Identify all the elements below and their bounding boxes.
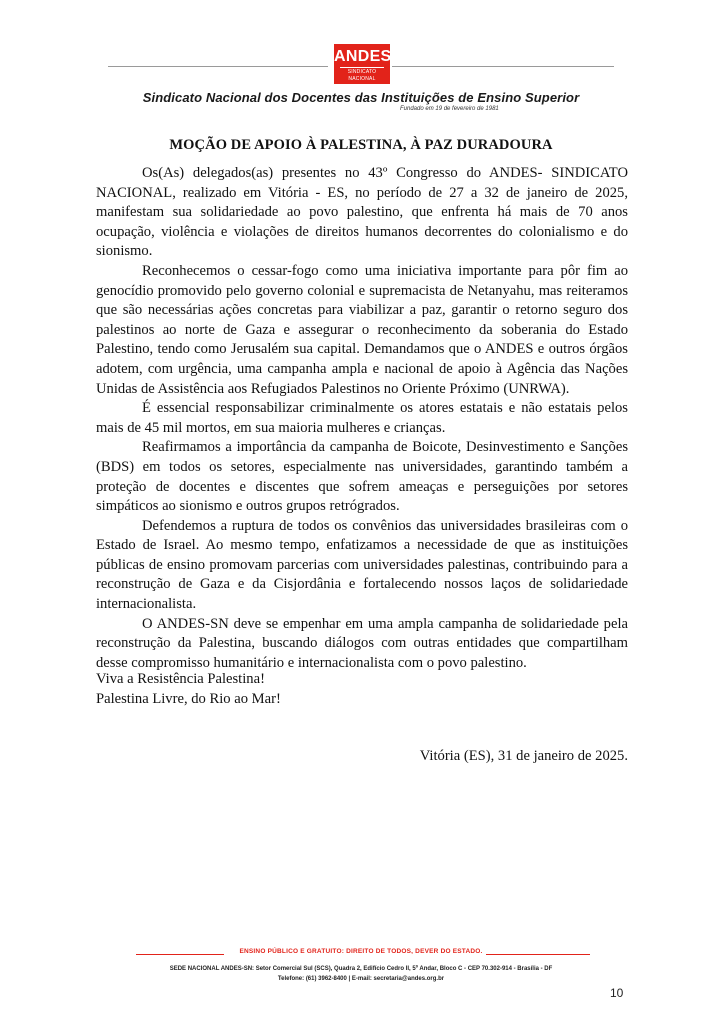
footer-address: SEDE NACIONAL ANDES-SN: Setor Comercial Sul (SCS), Quadra 2, Edifício Cedro II, 5º Andar, Bloco C - CEP 70.302-914 - Brasília - DF <box>169 966 553 972</box>
paragraph-6: O ANDES-SN deve se empenhar em uma ampla campanha de solidariedade pela reconstrução da Palestina, buscando diálogos com outras entidades que compartilham desse compromisso humanitário e internacionalista com o povo palestino. <box>96 615 628 671</box>
paragraph-1: Os(As) delegados(as) presentes no 43º Congresso do ANDES- SINDICATO NACIONAL, realizado em Vitória - ES, no período de 27 a 32 de janeiro de 2025, manifestam sua solidariedade ao povo palestino, que enfrenta há mais de 70 anos ocupação, violência e violações de direitos humanos decorrentes do colonialismo e do sionismo. <box>96 165 628 260</box>
document-body <box>96 164 628 673</box>
footer-slogan: ENSINO PÚBLICO E GRATUITO: DIREITO DE TODOS, DEVER DO ESTADO. <box>239 948 483 955</box>
header-divider-left <box>108 66 328 67</box>
paragraph-4: Reafirmamos a importância da campanha de Boicote, Desinvestimento e Sanções (BDS) em todos os setores, especialmente nas universidades, garantindo também a proteção de docentes e discentes que sofrem ameaças e perseguições por setores simpáticos ao sionismo e outros grupos retrógrados. <box>96 439 628 515</box>
document-title: MOÇÃO DE APOIO À PALESTINA, À PAZ DURADOURA <box>169 137 553 153</box>
founded-date: Fundado em 19 de fevereiro de 1981 <box>400 106 499 112</box>
footer-contact: Telefone: (61) 3962-8400 | E-mail: secretaria@andes.org.br <box>277 976 445 982</box>
footer-divider-right <box>486 954 590 955</box>
logo-subtitle: SINDICATO NACIONAL <box>340 67 384 83</box>
paragraph-2: Reconhecemos o cessar-fogo como uma iniciativa importante para pôr fim ao genocídio promovido pelo governo colonial e supremacista de Netanyahu, mas reiteramos que são necessárias ações concretas para viabilizar a paz, garantir o retorno seguro dos palestinos ao norte de Gaza e assegurar o reconhecimento da soberania do Estado Palestino, tendo como Jerusalém sua capital. Demandamos que o ANDES e outros órgãos adotem, com urgência, uma campanha ampla e nacional de apoio à Agência das Nações Unidas de Assistência aos Refugiados Palestinos no Oriente Próximo (UNRWA). <box>96 262 628 397</box>
page-number: 10 <box>610 986 624 1000</box>
paragraph-5: Defendemos a ruptura de todos os convênios das universidades brasileiras com o Estado de Israel. Ao mesmo tempo, enfatizamos a necessidade de que as instituições públicas de ensino promovam parcerias com universidades palestinas, contribuindo para a reconstrução de Gaza e da Cisjordânia e fortalecendo nossos laços de solidariedade internacionalista. <box>96 517 628 613</box>
logo-name: ANDES <box>334 48 392 65</box>
paragraph-3: É essencial responsabilizar criminalmente os atores estatais e não estatais pelos mais de 45 mil mortos, em sua maioria mulheres e crianças. <box>96 400 628 436</box>
date-line: Vitória (ES), 31 de janeiro de 2025. <box>419 748 628 764</box>
closing-line-1: Viva a Resistência Palestina! <box>96 671 265 687</box>
closing-line-2: Palestina Livre, do Rio ao Mar! <box>96 690 281 707</box>
andes-logo <box>334 44 390 84</box>
closing-lines <box>96 670 281 709</box>
organization-name: Sindicato Nacional dos Docentes das Instituições de Ensino Superior <box>142 90 580 105</box>
header-divider-right <box>392 66 614 67</box>
